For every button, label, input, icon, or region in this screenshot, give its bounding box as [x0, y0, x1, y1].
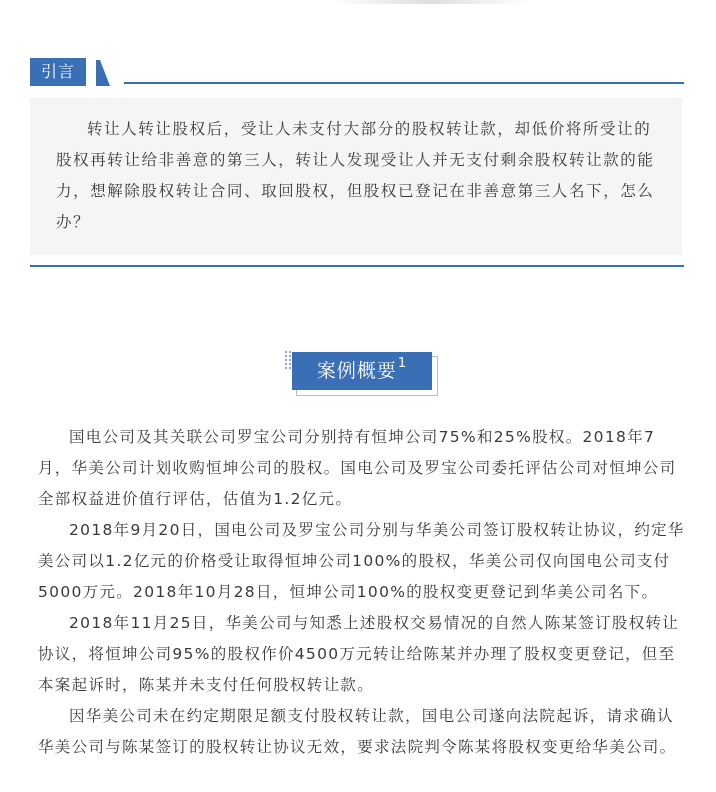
- paragraph-2: 2018年9月20日，国电公司及罗宝公司分别与华美公司签订股权转让协议，约定华美公司以1.2亿元的价格受让取得恒坤公司100%的股权，华美公司仅向国电公司支付5000万元。2018年10月28日，恒坤公司100%的股权变更登记到华美公司名下。: [38, 521, 685, 601]
- paragraph-1: 国电公司及其关联公司罗宝公司分别持有恒坤公司75%和25%股权。2018年7月，华美公司计划收购恒坤公司的股权。国电公司及罗宝公司委托评估公司对恒坤公司全部权益进价值行评估，估值为1.2亿元。: [38, 428, 677, 508]
- paragraph-3: 2018年11月25日，华美公司与知悉上述股权交易情况的自然人陈某签订股权转让协议，将恒坤公司95%的股权作价4500万元转让给陈某并办理了股权变更登记，但至本案起诉时，陈某并未支付任何股权转让款。: [38, 614, 680, 694]
- case-title-text: 案例概要: [316, 360, 397, 382]
- intro-header-line: [124, 82, 684, 84]
- intro-tag: 引言: [30, 58, 86, 86]
- intro-bottom-line: [30, 265, 684, 267]
- intro-text: 转让人转让股权后，受让人未支付大部分的股权转让款，却低价将所受让的股权再转让给非善意的第三人，转让人发现受让人并无支付剩余股权转让款的能力，想解除股权转让合同、取回股权，但股权已登记在非善意第三人名下，怎么办？: [56, 120, 655, 231]
- footnote-marker[interactable]: 1: [397, 356, 408, 371]
- paragraph-4: 因华美公司未在约定期限足额支付股权转让款，国电公司遂向法院起诉，请求确认华美公司与陈某签订的股权转让协议无效，要求法院判令陈某将股权变更给华美公司。: [38, 707, 677, 756]
- top-divider: [330, 0, 530, 4]
- case-section-title: [292, 352, 432, 390]
